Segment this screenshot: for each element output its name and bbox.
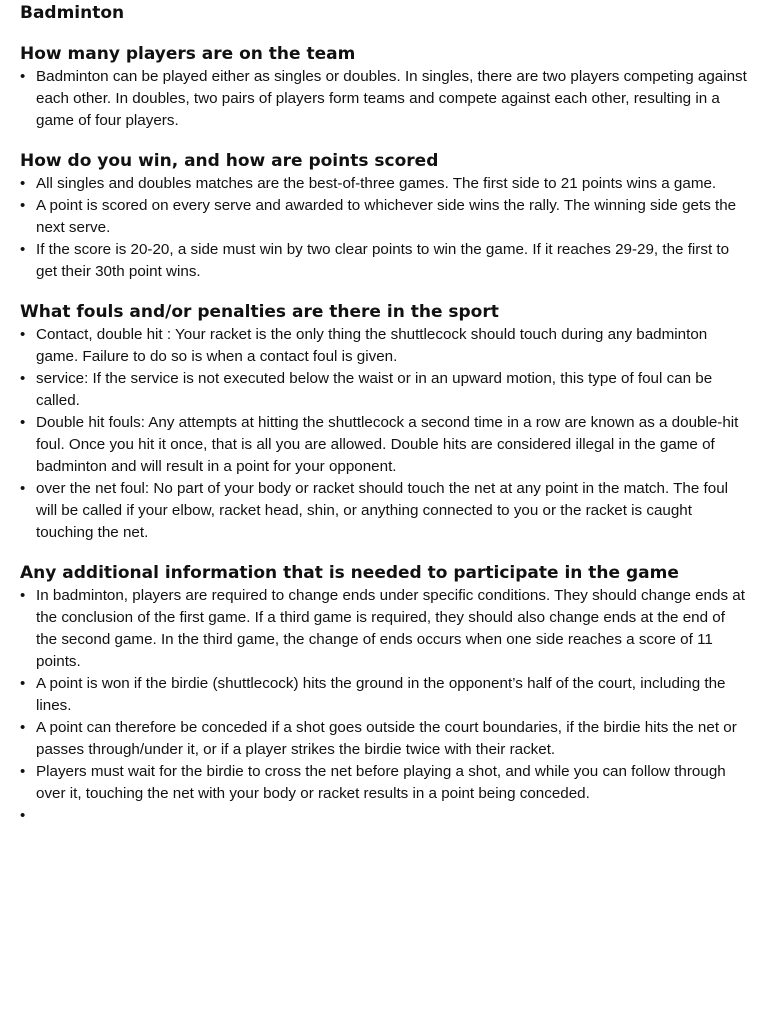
section-heading: What fouls and/or penalties are there in the sport <box>20 302 499 322</box>
list-item: • In badminton, players are required to change ends under specific conditions. They should change ends at the conclusion of the first game. If a third game is required, they should also change ends at the end of the second game. In the third game, the change of ends occurs when one side reaches a score of 11 points. <box>20 585 748 673</box>
bullet-list <box>20 173 748 283</box>
list-item: • If the score is 20-20, a side must win by two clear points to win the game. If it reaches 29-29, the first to get their 30th point wins. <box>20 239 748 283</box>
section-heading: How do you win, and how are points scored <box>20 151 439 171</box>
section-heading: How many players are on the team <box>20 44 356 64</box>
section-heading: Any additional information that is needed to participate in the game <box>20 563 679 583</box>
list-item: • A point is won if the birdie (shuttlecock) hits the ground in the opponent’s half of the court, including the lines. <box>20 673 748 717</box>
list-item: • Contact, double hit : Your racket is the only thing the shuttlecock should touch during any badminton game. Failure to do so is when a contact foul is given. <box>20 324 748 368</box>
list-item: • All singles and doubles matches are the best-of-three games. The first side to 21 points wins a game. <box>20 173 748 195</box>
list-item: • Players must wait for the birdie to cross the net before playing a shot, and while you can follow through over it, touching the net with your body or racket results in a point being conceded. <box>20 761 748 805</box>
bullet-list <box>20 585 748 827</box>
section-team-size <box>20 43 748 132</box>
bullet-list <box>20 324 748 544</box>
empty-list-item <box>20 805 748 827</box>
bullet-list <box>20 66 748 132</box>
list-item: • A point is scored on every serve and awarded to whichever side wins the rally. The winning side gets the next serve. <box>20 195 748 239</box>
section-scoring <box>20 150 748 283</box>
list-item: • A point can therefore be conceded if a shot goes outside the court boundaries, if the birdie hits the net or passes through/under it, or if a player strikes the birdie twice with their racket. <box>20 717 748 761</box>
page-title: Badminton <box>20 3 125 23</box>
section-additional-info <box>20 562 748 827</box>
list-item: • service: If the service is not executed below the waist or in an upward motion, this type of foul can be called. <box>20 368 748 412</box>
list-item: • over the net foul: No part of your body or racket should touch the net at any point in the match. The foul will be called if your elbow, racket head, shin, or anything connected to you or the racket is caught touching the net. <box>20 478 748 544</box>
list-item: • Double hit fouls: Any attempts at hitting the shuttlecock a second time in a row are known as a double-hit foul. Once you hit it once, that is all you are allowed. Double hits are considered illegal in the game of badminton and will result in a point for your opponent. <box>20 412 748 478</box>
section-fouls <box>20 301 748 544</box>
list-item: • Badminton can be played either as singles or doubles. In singles, there are two players competing against each other. In doubles, two pairs of players form teams and compete against each other, resulting in a game of four players. <box>20 66 748 132</box>
